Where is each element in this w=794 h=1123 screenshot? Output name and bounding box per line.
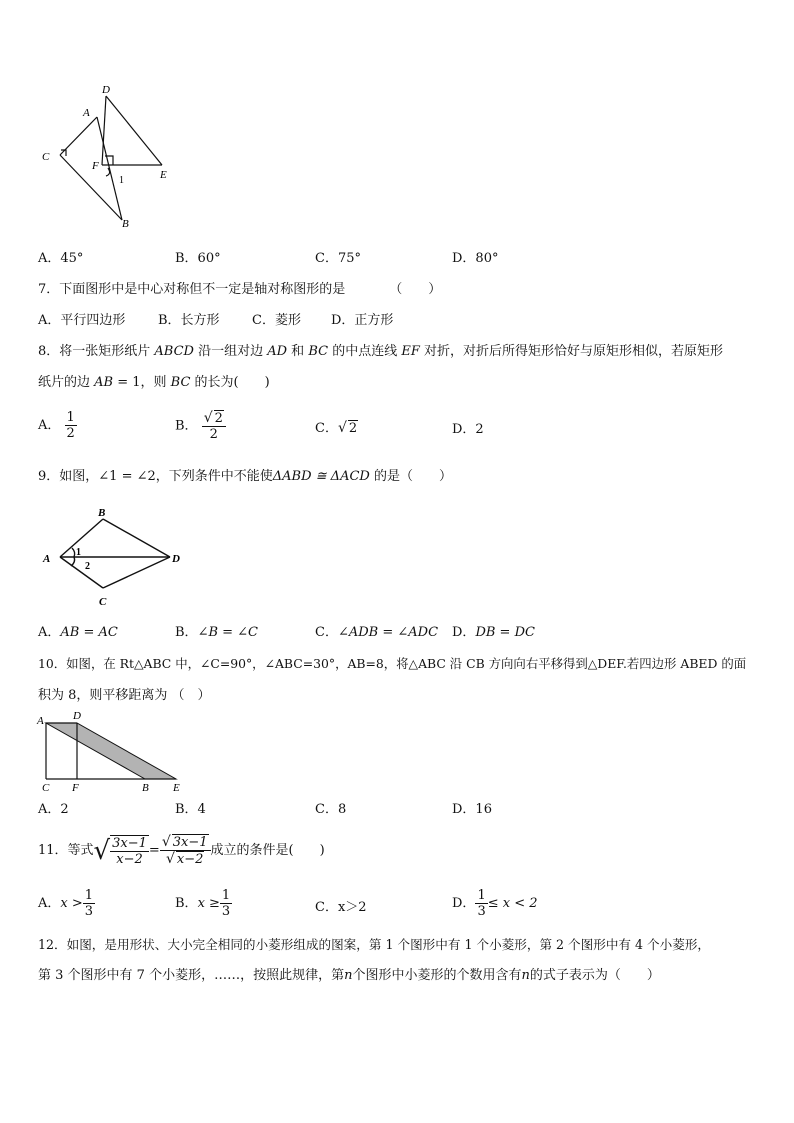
q9-figure xyxy=(36,500,191,615)
q6-label-c: C xyxy=(42,151,50,163)
option-expr: AB = AC xyxy=(60,625,118,640)
q10-label-f: F xyxy=(72,782,79,794)
q11-text: 11．等式 xyxy=(38,842,94,858)
q7-option-c[interactable]: C．菱形 xyxy=(252,313,301,328)
denominator: x−2 xyxy=(116,851,143,867)
q9-congruence: ΔABD ≅ ΔACD xyxy=(272,469,370,484)
option-label: A． xyxy=(38,625,61,640)
option-label: B． xyxy=(175,418,198,434)
numerator: 1 xyxy=(221,888,231,903)
q12-text: 个图形中小菱形的个数用含有 xyxy=(352,968,522,983)
option-expr: ≤ x < 2 xyxy=(487,895,538,911)
q6-label-a: A xyxy=(83,107,90,119)
q12-text: 的式子表示为（ ） xyxy=(529,968,660,983)
q8-text: = 1，则 xyxy=(113,375,171,390)
q9-option-b[interactable] xyxy=(175,625,258,641)
option-label: C． xyxy=(315,421,338,436)
q6-label-e: E xyxy=(160,169,167,181)
numerator xyxy=(160,834,211,851)
sqrt-icon: √ xyxy=(337,420,347,436)
radicand: 2 xyxy=(214,411,223,426)
q6-line-de xyxy=(106,96,162,165)
q10-option-a[interactable]: A．2 xyxy=(38,802,69,817)
option-expr: DB = DC xyxy=(475,625,535,640)
q8-text: 沿一组对边 xyxy=(193,344,268,359)
q12-text: 第 3 个图形中有 7 个小菱形，……，按照此规律，第 xyxy=(38,968,345,983)
sqrt-icon: √ xyxy=(93,835,111,866)
q11-stem xyxy=(38,834,325,867)
q9-angle2-arc xyxy=(71,557,75,566)
q6-line-ca xyxy=(60,117,97,155)
denominator: 3 xyxy=(477,904,486,919)
q10-option-c[interactable]: C．8 xyxy=(315,802,347,817)
option-label: C． xyxy=(315,625,338,640)
option-expr: x ≥ xyxy=(197,895,220,911)
q11-option-c[interactable]: C．x＞2 xyxy=(315,900,367,915)
numerator: 1 xyxy=(477,888,486,903)
q8-ad: AD xyxy=(267,344,288,359)
q10-option-b[interactable]: B．4 xyxy=(175,802,206,817)
q8-option-d[interactable]: D．2 xyxy=(452,422,484,437)
q9-option-d[interactable] xyxy=(452,625,535,641)
radicand: 3x−1 xyxy=(172,835,208,850)
q11-option-d[interactable] xyxy=(452,888,538,919)
q11-fraction-a xyxy=(83,888,95,919)
q11-option-a[interactable] xyxy=(38,888,95,919)
q8-abcd: ABCD xyxy=(154,344,194,359)
q9-label-1: 1 xyxy=(76,547,81,558)
numerator xyxy=(202,410,226,427)
q9-line-ab xyxy=(60,519,103,557)
option-expr: ∠B = ∠C xyxy=(197,625,259,640)
sqrt-icon: √ xyxy=(161,834,171,850)
q6-label-f: F xyxy=(92,160,99,172)
q8-text: 的中点连线 xyxy=(328,344,402,359)
q8-option-b[interactable] xyxy=(175,410,226,442)
q9-line-cd xyxy=(103,557,170,588)
q8-fraction-a xyxy=(65,410,77,441)
q6-label-b: B xyxy=(122,218,129,230)
q9-label-2: 2 xyxy=(85,561,90,572)
q11-option-b[interactable] xyxy=(175,888,232,919)
sqrt-icon: √ xyxy=(165,851,175,867)
q9-angle1-arc xyxy=(72,548,75,557)
q8-bc: BC xyxy=(308,344,329,359)
q7-stem-text: 7．下面图形中是中心对称但不一定是轴对称图形的是 xyxy=(38,282,346,297)
numerator: 1 xyxy=(84,888,94,903)
q9-option-a[interactable] xyxy=(38,625,118,641)
q8-text: 纸片的边 xyxy=(38,375,95,390)
q8-text: 8．将一张矩形纸片 xyxy=(38,344,155,359)
q12-stem-line1: 12．如图，是用形状、大小完全相同的小菱形组成的图案，第 1 个图形中有 1 个小菱形，第 2 个图形中有 4 个小菱形， xyxy=(38,937,711,952)
q7-stem xyxy=(38,282,441,298)
q9-stem xyxy=(38,469,452,485)
q10-figure xyxy=(34,710,194,794)
sqrt-icon: √ xyxy=(203,410,213,426)
radicand: x−2 xyxy=(176,852,204,867)
q8-ef: EF xyxy=(401,344,420,359)
option-label: A． xyxy=(38,895,61,911)
q11-fraction-d xyxy=(475,888,487,919)
q6-option-a[interactable]: A．45° xyxy=(38,251,84,266)
denominator: 3 xyxy=(221,904,231,919)
option-expr: x > xyxy=(60,895,83,911)
q10-label-c: C xyxy=(42,782,50,794)
q8-fraction-b xyxy=(202,410,226,442)
option-label: D． xyxy=(452,895,476,911)
q9-line-bd xyxy=(103,519,170,557)
q10-option-d[interactable]: D．16 xyxy=(452,802,492,817)
q11-text: 成立的条件是( ) xyxy=(210,842,325,858)
q6-angle-arc xyxy=(106,168,110,176)
q8-text: 和 xyxy=(287,344,309,359)
option-expr: ∠ADB = ∠ADC xyxy=(337,625,439,640)
q6-option-c[interactable]: C．75° xyxy=(315,251,361,266)
radicand: 2 xyxy=(348,421,358,436)
option-label: B． xyxy=(175,895,198,911)
option-label: D． xyxy=(452,625,476,640)
q10-label-a: A xyxy=(37,715,44,727)
q6-line-ab xyxy=(97,117,122,220)
q9-option-c[interactable] xyxy=(315,625,438,641)
option-label: A． xyxy=(38,418,61,433)
q9-text: 9．如图，∠1 = ∠2，下列条件中不能使 xyxy=(38,469,273,484)
q11-equals: = xyxy=(148,842,160,858)
q8-bc2: BC xyxy=(170,375,191,390)
q8-stem-line1 xyxy=(38,344,723,360)
q9-text: 的是（ ） xyxy=(369,469,452,484)
denominator: 2 xyxy=(66,426,75,441)
q6-option-d[interactable]: D．80° xyxy=(452,251,499,266)
q10-shaded-parallelogram xyxy=(46,723,176,779)
q6-option-b[interactable]: B．60° xyxy=(175,251,221,266)
q10-label-b: B xyxy=(142,782,149,794)
q12-var-n: n xyxy=(521,968,530,983)
q9-label-b: B xyxy=(98,507,106,519)
q9-label-a: A xyxy=(43,553,51,565)
q10-stem-line1: 10．如图，在 Rt△ABC 中，∠C=90°，∠ABC=30°，AB=8，将△ABC 沿 CB 方向向右平移得到△DEF.若四边形 ABED 的面 xyxy=(38,656,747,671)
q8-option-c[interactable] xyxy=(315,420,358,437)
q8-text: 的长为( ) xyxy=(190,375,270,390)
q11-lhs-fraction xyxy=(110,835,149,867)
denominator: 2 xyxy=(209,427,218,442)
q11-rhs-fraction xyxy=(160,834,211,867)
q8-stem-line2 xyxy=(38,375,270,391)
q7-bracket: （ ） xyxy=(389,282,442,297)
option-label: B． xyxy=(175,625,198,640)
q7-option-d[interactable]: D．正方形 xyxy=(331,313,394,328)
q6-figure xyxy=(36,80,186,235)
q9-line-ac xyxy=(60,557,103,588)
numerator: 3x−1 xyxy=(112,835,147,851)
q10-label-e: E xyxy=(173,782,180,794)
q12-stem-line2 xyxy=(38,968,660,984)
q8-option-a[interactable] xyxy=(38,410,77,441)
q9-label-c: C xyxy=(99,596,107,608)
q6-label-d: D xyxy=(102,84,110,96)
q11-fraction-b xyxy=(220,888,232,919)
q6-line-df xyxy=(102,96,106,165)
q6-label-angle1: 1 xyxy=(119,175,124,186)
q10-stem-line2: 积为 8，则平移距离为 （ ） xyxy=(38,688,211,703)
denominator xyxy=(164,851,206,867)
q8-text: 对折，对折后所得矩形恰好与原矩形相似，若原矩形 xyxy=(419,344,723,359)
q7-option-b[interactable]: B．长方形 xyxy=(158,313,220,328)
q9-label-d: D xyxy=(172,553,180,565)
q7-option-a[interactable]: A．平行四边形 xyxy=(38,313,126,328)
q12-var-n: n xyxy=(344,968,353,983)
q8-ab: AB xyxy=(94,375,114,390)
denominator: 3 xyxy=(84,904,94,919)
numerator: 1 xyxy=(66,410,75,425)
q10-label-d: D xyxy=(73,710,81,722)
